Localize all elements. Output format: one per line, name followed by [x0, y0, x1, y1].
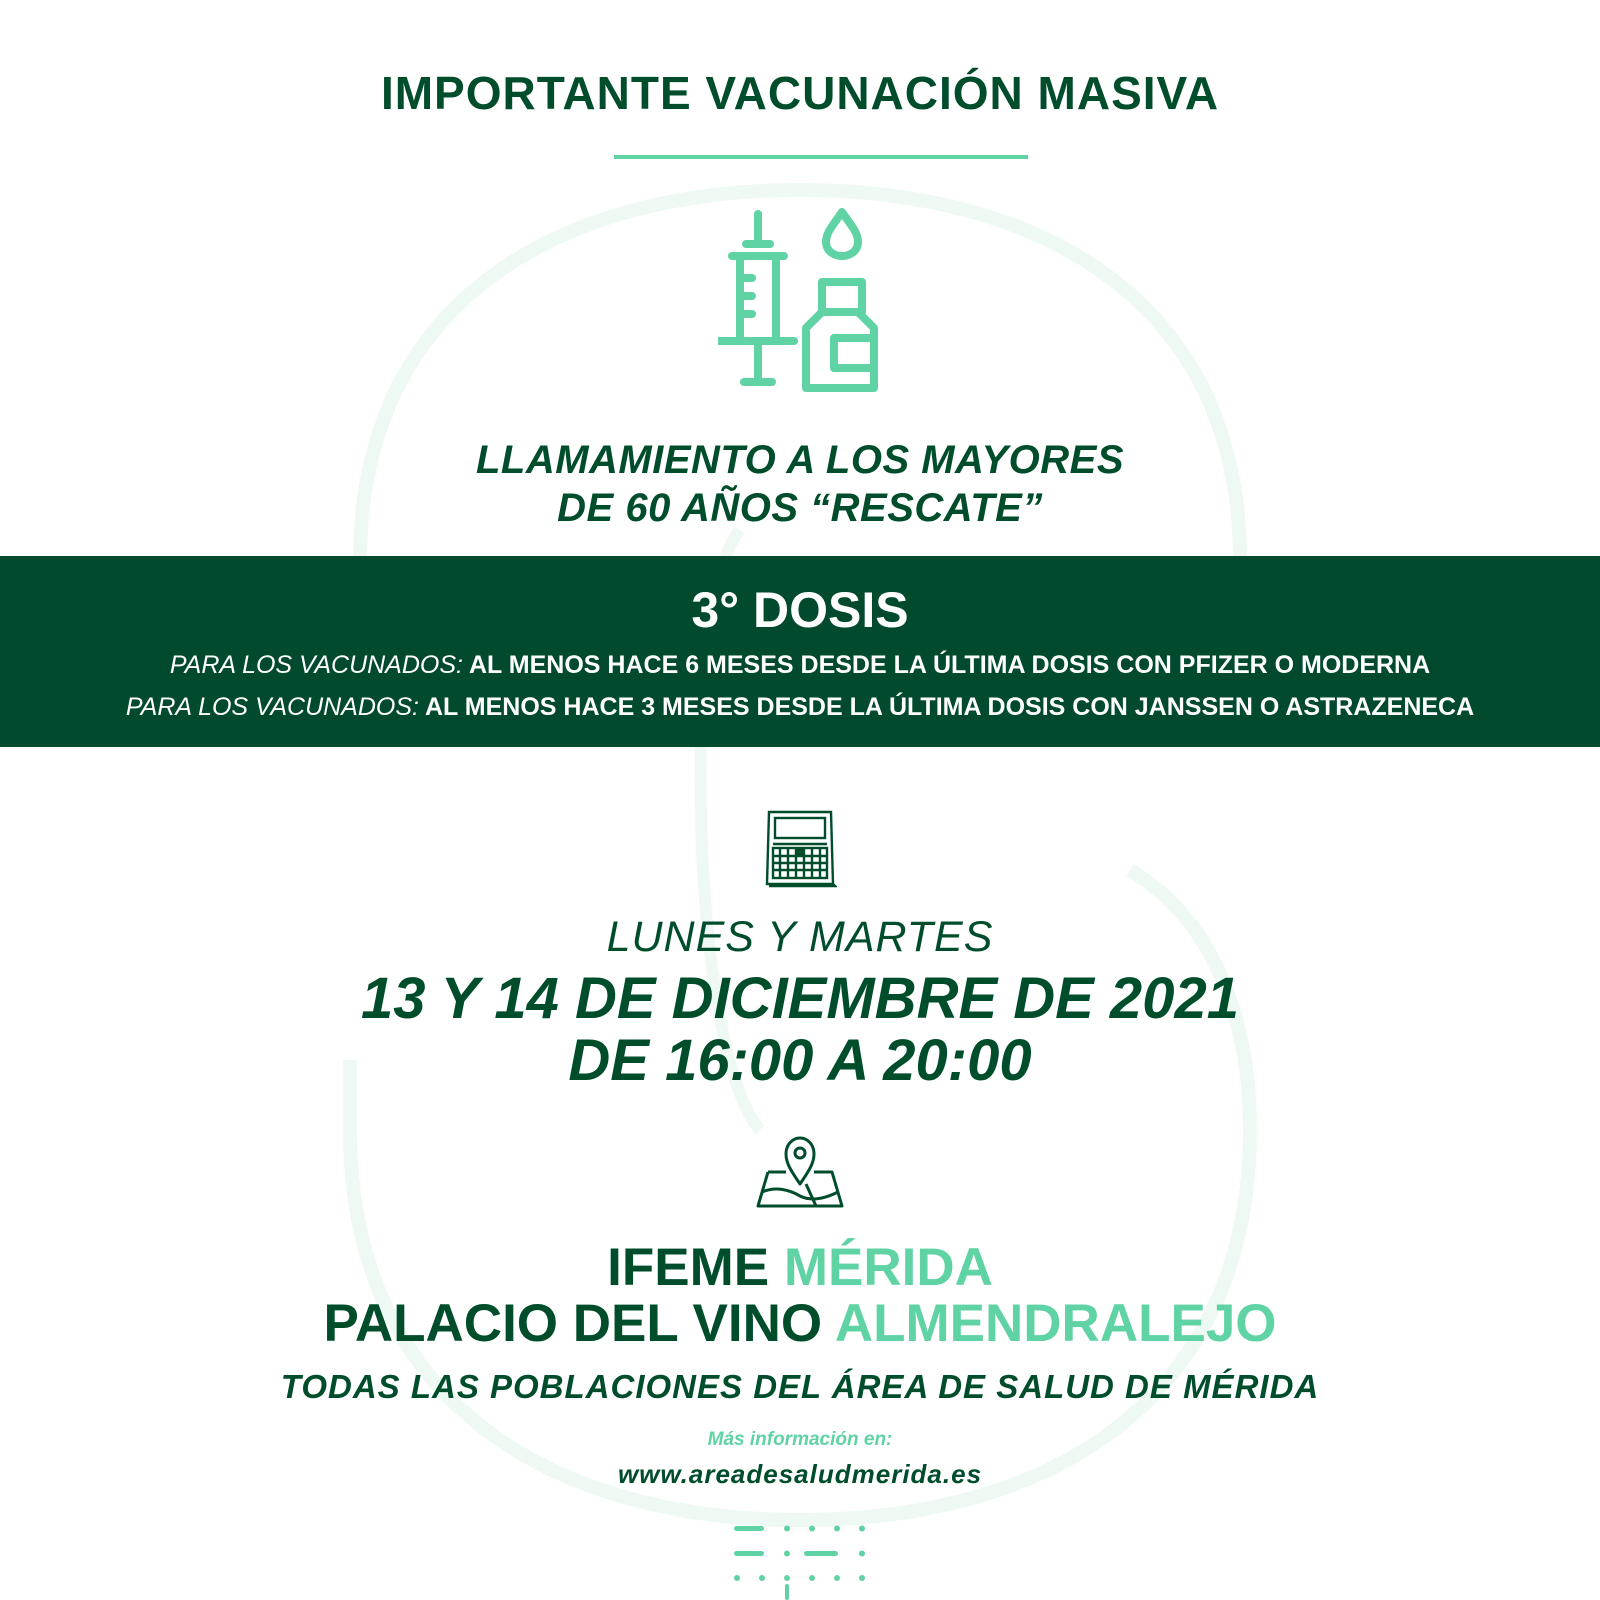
calendar-icon — [763, 808, 837, 888]
vial-icon — [806, 212, 874, 388]
call-line-2: DE 60 AÑOS “RESCATE” — [557, 486, 1043, 530]
venue-name-1: IFEME — [607, 1238, 770, 1297]
syringe-icon — [718, 214, 794, 382]
vaccine-icon — [718, 206, 878, 396]
call-to-seniors — [0, 436, 1600, 532]
eligibility-lead-2: PARA LOS VACUNADOS: — [125, 693, 419, 721]
dose-banner — [0, 556, 1600, 747]
venue-merida — [0, 1240, 1600, 1296]
event-days: LUNES Y MARTES — [606, 913, 994, 961]
coverage-areas: TODAS LAS POBLACIONES DEL ÁREA DE SALUD DE MÉRIDA — [280, 1368, 1320, 1405]
dose-title: 3° DOSIS — [691, 582, 909, 638]
eligibility-text-2: AL MENOS HACE 3 MESES DESDE LA ÚLTIMA DOSIS CON JANSSEN O ASTRAZENECA — [418, 693, 1475, 721]
call-line-1: LLAMAMIENTO A LOS MAYORES — [475, 438, 1125, 482]
venue-almendralejo — [0, 1296, 1600, 1352]
eligibility-text-1: AL MENOS HACE 6 MESES DESDE LA ÚLTIMA DOSIS CON PFIZER O MODERNA — [462, 651, 1431, 679]
info-label: Más información en: — [707, 1429, 893, 1450]
map-pin-icon — [756, 1136, 844, 1210]
event-time: DE 16:00 A 20:00 — [568, 1028, 1032, 1093]
page-title: IMPORTANTE VACUNACIÓN MASIVA — [380, 67, 1220, 119]
venue-city-1: MÉRIDA — [783, 1238, 993, 1297]
venue-city-2: ALMENDRALEJO — [834, 1294, 1277, 1353]
title-divider — [614, 155, 1028, 159]
venue-name-2: PALACIO DEL VINO — [323, 1294, 823, 1353]
eligibility-line-2 — [0, 692, 1600, 722]
eligibility-line-1 — [0, 650, 1600, 680]
decorative-dots — [734, 1524, 866, 1600]
website-link[interactable]: www.areadesaludmerida.es — [617, 1459, 983, 1489]
eligibility-lead-1: PARA LOS VACUNADOS: — [169, 651, 463, 679]
event-date: 13 Y 14 DE DICIEMBRE DE 2021 — [361, 966, 1239, 1031]
